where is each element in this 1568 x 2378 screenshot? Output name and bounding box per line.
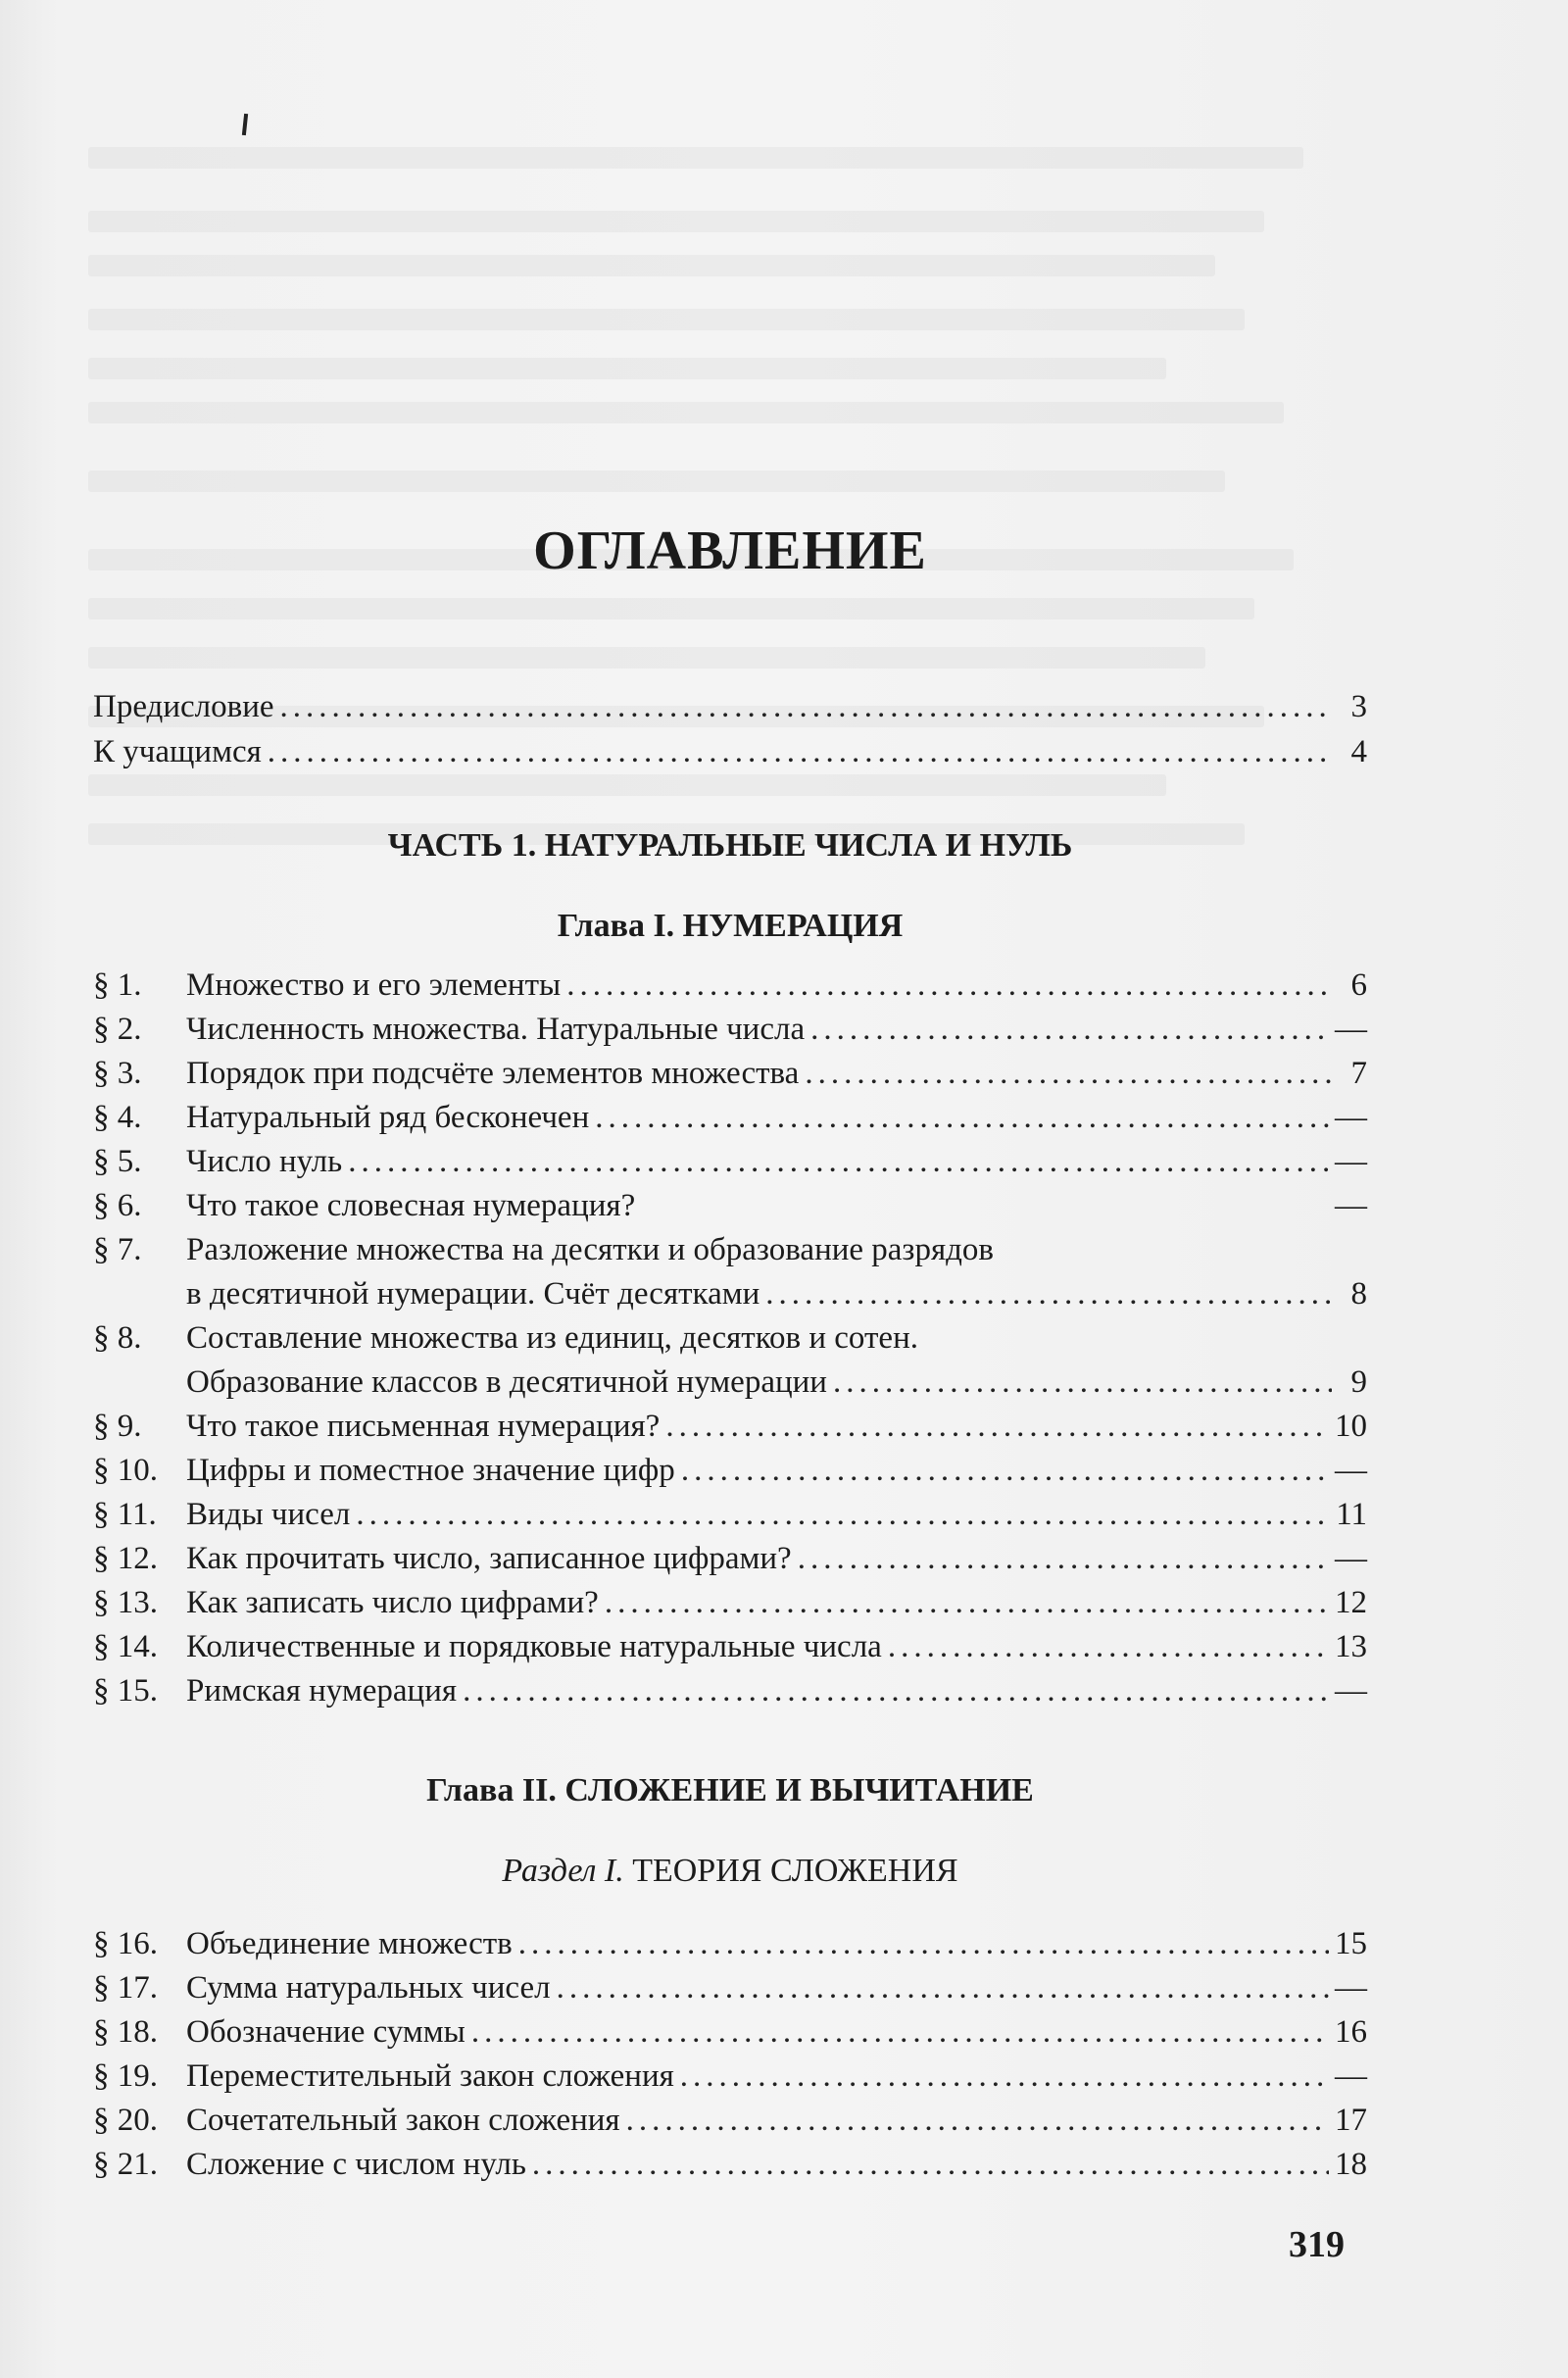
toc-entry-text: Натуральный ряд бесконечен	[186, 1100, 590, 1135]
toc-entry-number: § 7.	[93, 1232, 142, 1267]
leader-dots	[268, 729, 1332, 774]
toc-entry-number: § 18.	[93, 2014, 158, 2050]
toc-entry-text: Как записать число цифрами?	[186, 1585, 599, 1620]
toc-entry-text: Что такое словесная нумерация?	[186, 1188, 636, 1223]
leader-dots	[356, 1492, 1330, 1537]
toc-entry-text: Порядок при подсчёте элементов множества	[186, 1056, 800, 1091]
toc-entry-text: Объединение множеств	[186, 1926, 513, 1961]
leader-dots	[463, 1668, 1329, 1713]
toc-entry-page: —	[1335, 1970, 1367, 2006]
toc-entry-number: § 10.	[93, 1453, 158, 1488]
toc-entry	[93, 1965, 1367, 2010]
toc-entry-number: § 9.	[93, 1409, 142, 1444]
toc-entry-text: Обозначение суммы	[186, 2014, 466, 2050]
leader-dots	[765, 1271, 1332, 1316]
toc-entry-number: § 20.	[93, 2103, 158, 2138]
section-label: Раздел I.	[502, 1853, 624, 1889]
toc-entry-page: —	[1335, 1673, 1367, 1709]
toc-entry-text: Как прочитать число, записанное цифрами?	[186, 1541, 792, 1576]
toc-entry-page: 9	[1350, 1364, 1367, 1400]
leader-dots	[810, 1007, 1329, 1052]
toc-entry-number: § 17.	[93, 1970, 158, 2006]
chapter-1-heading: Глава I. НУМЕРАЦИЯ	[557, 908, 904, 944]
toc-entry-page: —	[1335, 1144, 1367, 1179]
toc-entry-number: § 2.	[93, 1012, 142, 1047]
leader-dots	[626, 2098, 1329, 2143]
toc-entry-page: —	[1335, 2058, 1367, 2094]
toc-entry-page: 15	[1335, 1926, 1367, 1961]
toc-entry-text: Составление множества из единиц, десятков и сотен.	[186, 1320, 918, 1356]
toc-entry-continuation	[93, 1271, 1367, 1316]
toc-entry	[93, 1183, 1367, 1228]
toc-entry	[93, 1095, 1367, 1140]
leader-dots	[798, 1536, 1329, 1581]
leader-dots	[665, 1404, 1329, 1449]
toc-entry-page: 3	[1350, 689, 1367, 724]
toc-entry-text: К учащимся	[93, 734, 262, 769]
toc-entry-number: § 5.	[93, 1144, 142, 1179]
toc-entry	[93, 1624, 1367, 1669]
toc-entry-number: § 1.	[93, 967, 142, 1003]
toc-entry-page: 6	[1350, 967, 1367, 1003]
toc-entry-page: 12	[1335, 1585, 1367, 1620]
toc-entry-number: § 8.	[93, 1320, 142, 1356]
toc-entry-page: 7	[1350, 1056, 1367, 1091]
toc-entry	[93, 1448, 1367, 1493]
toc-entry	[93, 1227, 1367, 1272]
page-title: ОГЛАВЛЕНИЕ	[533, 520, 927, 581]
leader-dots	[566, 963, 1332, 1008]
toc-entry	[93, 963, 1367, 1008]
toc-entry-text: Образование классов в десятичной нумерации	[186, 1364, 827, 1400]
toc-entry-page: —	[1335, 1188, 1367, 1223]
toc-entry-text: Численность множества. Натуральные числа	[186, 1012, 806, 1047]
toc-entry	[93, 1580, 1367, 1625]
chapter-2-heading: Глава II. СЛОЖЕНИЕ И ВЫЧИТАНИЕ	[426, 1772, 1034, 1808]
leader-dots	[833, 1360, 1332, 1405]
toc-entry-preface	[93, 684, 1367, 729]
toc-entry-text: Сложение с числом нуль	[186, 2147, 526, 2182]
toc-entry-text: Цифры и поместное значение цифр	[186, 1453, 675, 1488]
toc-entry-number: § 6.	[93, 1188, 142, 1223]
toc-entry-text: Виды чисел	[186, 1497, 351, 1532]
toc-entry-number: § 3.	[93, 1056, 142, 1091]
toc-entry-page: 16	[1335, 2014, 1367, 2050]
toc-entry	[93, 1315, 1367, 1361]
toc-entry-text: Римская нумерация	[186, 1673, 458, 1709]
toc-entry-page: —	[1335, 1012, 1367, 1047]
toc-entry-number: § 19.	[93, 2058, 158, 2094]
toc-entry-page: 18	[1335, 2147, 1367, 2182]
toc-entry-number: § 4.	[93, 1100, 142, 1135]
toc-entry-text: Предисловие	[93, 689, 274, 724]
toc-entry-page: —	[1335, 1453, 1367, 1488]
toc-entry	[93, 2054, 1367, 2099]
toc-entry	[93, 1139, 1367, 1184]
toc-entry-to-students	[93, 729, 1367, 774]
toc-entry-text: Число нуль	[186, 1144, 343, 1179]
toc-entry-continuation	[93, 1360, 1367, 1405]
toc-entry-number: § 15.	[93, 1673, 158, 1709]
section-heading	[93, 1849, 1367, 1894]
toc-entry-number: § 11.	[93, 1497, 157, 1532]
toc-entry-number: § 16.	[93, 1926, 158, 1961]
toc-entry-page: 17	[1335, 2103, 1367, 2138]
leader-dots	[557, 1965, 1329, 2010]
toc-entry	[93, 2098, 1367, 2143]
toc-entry	[93, 1007, 1367, 1052]
toc-entry	[93, 2142, 1367, 2187]
toc-entry-text: Множество и его элементы	[186, 967, 562, 1003]
leader-dots	[532, 2142, 1329, 2187]
toc-entry-text: Что такое письменная нумерация?	[186, 1409, 661, 1444]
toc-entry-number: § 13.	[93, 1585, 158, 1620]
part-heading: ЧАСТЬ 1. НАТУРАЛЬНЫЕ ЧИСЛА И НУЛЬ	[387, 827, 1073, 864]
leader-dots	[805, 1051, 1332, 1096]
toc-entry	[93, 2009, 1367, 2055]
section-title: ТЕОРИЯ СЛОЖЕНИЯ	[632, 1853, 958, 1889]
toc-entry-page: 8	[1350, 1276, 1367, 1312]
toc-entry-text: Количественные и порядковые натуральные числа	[186, 1629, 882, 1664]
leader-dots	[471, 2009, 1329, 2055]
toc-entry-page: —	[1335, 1541, 1367, 1576]
leader-dots	[595, 1095, 1329, 1140]
toc-entry	[93, 1921, 1367, 1966]
leader-dots	[888, 1624, 1329, 1669]
ink-mark	[242, 114, 248, 135]
toc-entry	[93, 1668, 1367, 1713]
toc-entry-text: в десятичной нумерации. Счёт десятками	[186, 1276, 760, 1312]
toc-entry-text: Переместительный закон сложения	[186, 2058, 674, 2094]
leader-dots	[518, 1921, 1329, 1966]
toc-entry	[93, 1492, 1367, 1537]
toc-entry-text: Разложение множества на десятки и образование разрядов	[186, 1232, 995, 1267]
toc-entry-page: 10	[1335, 1409, 1367, 1444]
toc-entry-text: Сумма натуральных чисел	[186, 1970, 551, 2006]
leader-dots	[605, 1580, 1329, 1625]
toc-entry	[93, 1051, 1367, 1096]
toc-entry	[93, 1536, 1367, 1581]
toc-entry-number: § 21.	[93, 2147, 158, 2182]
leader-dots	[680, 2054, 1329, 2099]
leader-dots	[280, 684, 1333, 729]
toc-entry-page: 13	[1335, 1629, 1367, 1664]
toc-entry-page: —	[1335, 1100, 1367, 1135]
toc-entry-text: Сочетательный закон сложения	[186, 2103, 620, 2138]
leader-dots	[681, 1448, 1329, 1493]
toc-entry-number: § 14.	[93, 1629, 158, 1664]
toc-entry-page: 4	[1350, 734, 1367, 769]
toc-entry-page: 11	[1336, 1497, 1367, 1532]
toc-entry	[93, 1404, 1367, 1449]
leader-dots	[348, 1139, 1329, 1184]
page-number: 319	[1289, 2224, 1345, 2265]
toc-entry-number: § 12.	[93, 1541, 158, 1576]
